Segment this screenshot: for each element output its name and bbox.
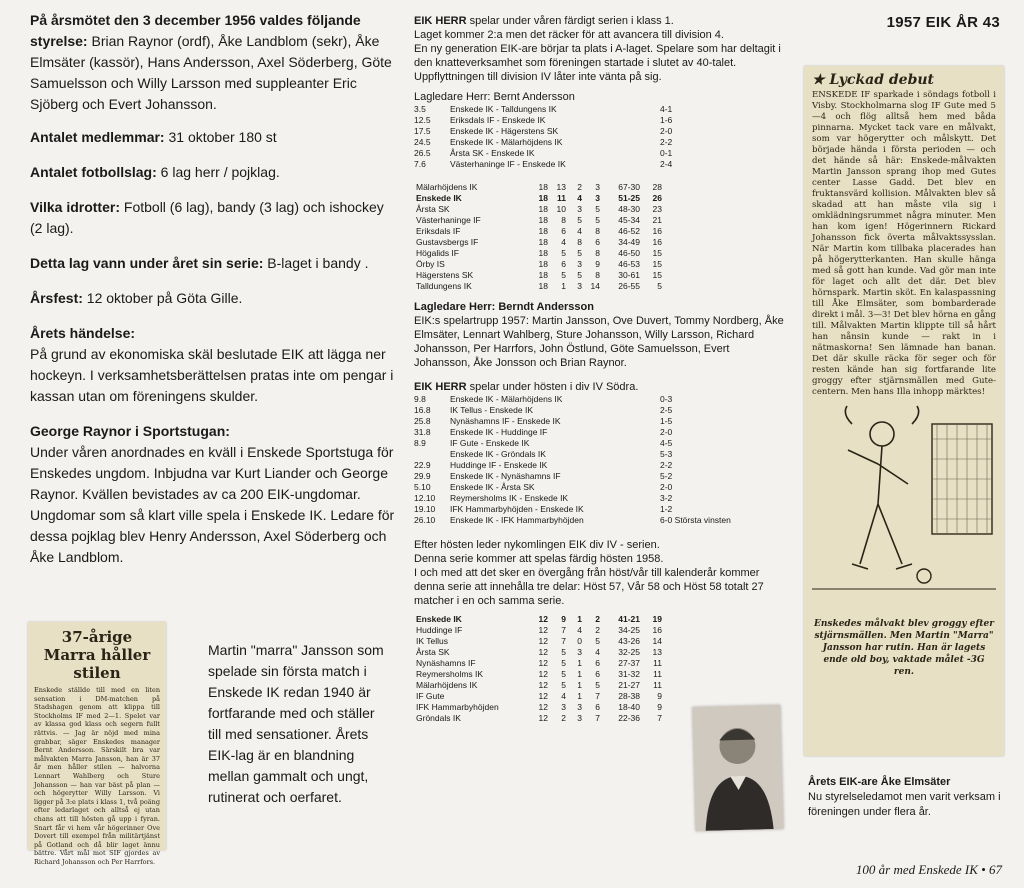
result-row — [414, 126, 760, 137]
result-match: Enskede IK - Hägerstens SK — [450, 126, 559, 136]
draws: 5 — [577, 270, 582, 280]
draws: 4 — [577, 226, 582, 236]
sports-label: Vilka idrotter: — [30, 199, 120, 215]
result-date — [414, 449, 450, 460]
events-text: På grund av ekonomiska skäl beslutade EIK att lägga ner hockeyn. I verksamhetsberättelsen pratas inte om pengar i kassan utan om föreningens skulder. — [30, 346, 394, 404]
played: 12 — [538, 647, 548, 657]
played: 12 — [538, 691, 548, 701]
standings-row — [414, 614, 664, 625]
result-score: 2-2 — [660, 137, 673, 147]
result-date: 12.10 — [414, 493, 436, 503]
points: 5 — [657, 281, 662, 291]
result-match: Enskede IK - Mälarhöjdens IK — [450, 137, 563, 147]
result-date: 19.10 — [414, 504, 436, 514]
spring-line2: Laget kommer 2:a men det räcker för att avancera till division 4. — [414, 29, 724, 41]
goals: 27-37 — [618, 658, 640, 668]
newspaper-clipping-marra — [28, 622, 166, 866]
team-name: Nynäshamns IF — [416, 658, 476, 668]
standings-row — [414, 702, 664, 713]
goals: 22-36 — [618, 713, 640, 723]
team-name: Mälarhöjdens IK — [416, 680, 478, 690]
result-date: 22.9 — [414, 460, 431, 470]
photo-caption-title: Årets EIK-are Åke Elmsäter — [808, 776, 951, 788]
result-score: 1-5 — [660, 416, 673, 426]
goals: 45-34 — [618, 215, 640, 225]
wins: 6 — [561, 226, 566, 236]
result-score: 1-2 — [660, 504, 673, 514]
points: 11 — [653, 680, 662, 690]
goals: 28-38 — [618, 691, 640, 701]
cartoon-goalkeeper-illustration — [812, 404, 996, 614]
wins: 3 — [561, 702, 566, 712]
played: 12 — [538, 614, 548, 624]
result-score: 5-3 — [660, 449, 673, 459]
team-name: Gustavsbergs IF — [416, 237, 479, 247]
played: 12 — [538, 625, 548, 635]
clipping-right-text: ENSKEDE IF sparkade i söndags fotboll i Visby. Stockholmarna slog IF Gute med 5—4 och flög alltså hem med båda pinnarna. Mycket tack vare en målvakt, som var högerytter och målskytt. Det började hända i första perioden — och det hände så här: Enskede-målvakten Martin Jansson sprang ihop med Gutes center Lasse Gadd. Det blev en fruktansvärd kollision. Målvakten blev så skadad att han måste vila sig i omklädningsrummet några minuter. Men han kom igen! Högerinnern Rickard Johansson fick överta målvaktssysslan. När Martin kom tillbaka placerades han på högerytterkanten. Han skulle hänga med så gott han kunde. Vad gör man inte för laget och allt det där. Det blev hörnspark. Martin sköt. En kalaspassning till Åke Elmsäter, som bombarderade direkt i mål. 3—3! Det blev hörna en gång till. Målvakten Martin klippte till så hårt han nånsin kunde — rakt in i nätmaskorna! Sen lämnade han banan. Det där skulle räcka för seger och för resten kände han sig fortfarande lite groggy efter stjärnsmällen med Gute-centern. Men hans Illa inhopp märktes! — [812, 90, 996, 397]
result-date: 26.5 — [414, 148, 431, 158]
goals: 43-26 — [618, 636, 640, 646]
team-name: IF Gute — [416, 691, 445, 701]
draws: 1 — [577, 669, 582, 679]
standings-row — [414, 237, 664, 248]
board-text: Brian Raynor (ordf), Åke Landblom (sekr), Åke Elmsäter (kassör), Hans Andersson, Axel Söderberg, Göte Samuelsson och Willy Larsson med suppleanter Eric Sjöberg och Evert Johansson. — [30, 33, 392, 112]
result-match: Nynäshamns IF - Enskede IK — [450, 416, 561, 426]
goals: 32-25 — [618, 647, 640, 657]
result-row — [414, 515, 760, 526]
won-line — [30, 253, 400, 274]
losses: 3 — [595, 182, 600, 192]
standings-row — [414, 713, 664, 724]
goals: 21-27 — [618, 680, 640, 690]
goals: 31-32 — [618, 669, 640, 679]
result-score: 2-5 — [660, 405, 673, 415]
standings-row — [414, 647, 664, 658]
losses: 6 — [595, 669, 600, 679]
wins: 2 — [561, 713, 566, 723]
losses: 6 — [595, 658, 600, 668]
wins: 11 — [557, 193, 566, 203]
goals: 41-21 — [618, 614, 640, 624]
result-row — [414, 148, 760, 159]
result-date: 29.9 — [414, 471, 431, 481]
autumn-standings-table — [414, 614, 664, 724]
result-row — [414, 471, 760, 482]
draws: 1 — [577, 691, 582, 701]
goals: 67-30 — [618, 182, 640, 192]
result-row — [414, 482, 760, 493]
result-score: 2-0 — [660, 427, 673, 437]
points: 9 — [657, 702, 662, 712]
result-match: IF Gute - Enskede IK — [450, 438, 530, 448]
result-score: 0-1 — [660, 148, 673, 158]
spring-intro-bold: EIK HERR — [414, 15, 467, 27]
result-score: 2-0 — [660, 482, 673, 492]
members-label: Antalet medlemmar: — [30, 129, 165, 145]
played: 12 — [538, 636, 548, 646]
team-name: Enskede IK — [416, 614, 462, 624]
goals: 46-52 — [618, 226, 640, 236]
standings-row — [414, 226, 664, 237]
points: 11 — [653, 669, 662, 679]
team-name: Reymersholms IK — [416, 669, 484, 679]
wins: 4 — [561, 237, 566, 247]
standings-row — [414, 215, 664, 226]
party-value: 12 oktober på Göta Gille. — [82, 290, 243, 306]
played: 18 — [538, 226, 548, 236]
autumn-intro-text: spelar under hösten i div IV Södra. — [466, 381, 639, 393]
wins: 5 — [561, 669, 566, 679]
draws: 3 — [577, 713, 582, 723]
losses: 8 — [595, 226, 600, 236]
draws: 3 — [577, 204, 582, 214]
result-row — [414, 493, 760, 504]
played: 18 — [538, 204, 548, 214]
wins: 7 — [561, 625, 566, 635]
standings-row — [414, 669, 664, 680]
standings-row — [414, 691, 664, 702]
losses: 8 — [595, 248, 600, 258]
played: 12 — [538, 680, 548, 690]
wins: 6 — [561, 259, 566, 269]
points: 23 — [652, 204, 662, 214]
losses: 7 — [595, 691, 600, 701]
result-match: Huddinge IF - Enskede IK — [450, 460, 548, 470]
played: 18 — [538, 281, 548, 291]
spring-intro-text: spelar under våren färdigt serien i klass 1. — [466, 15, 674, 27]
team-name: Eriksdals IF — [416, 226, 461, 236]
played: 18 — [538, 182, 548, 192]
team-name: Årsta SK — [416, 647, 450, 657]
portrait-illustration — [692, 705, 783, 831]
result-row — [414, 427, 760, 438]
losses: 9 — [595, 259, 600, 269]
standings-row — [414, 259, 664, 270]
result-score: 5-2 — [660, 471, 673, 481]
clipping-text: Enskede ställde till med en liten sensation i DM-matchen på Stadshagen genom att klippa till Stockholms IF med 2—1. Spelet var av klassa god klass och segern fullt rättvis. — Jag är nöjd med mina grabbar, säger Enskedes manager Bernt Andersson. Särskilt bra var målvakten Marra Jansson, han är 37 år men håller stilen — halvorna Lennart Wahlberg och Sture Johansson — han var bäst på plan — och högerytter Willy Larsson. Vi ligger på 3:e plats i klass 1, två poäng efter ledarlaget och alltså ej utan chans att till hösten gå upp i fyran. Snart får vi hem vår högerinner Ove Dovert till exempel från militärtjänst på Gotland och då blir laget ännu bättre. Vårt mål mot SIF gjordes av Richard Johansson och Per Harrfors. — [34, 686, 160, 866]
raynor-label: George Raynor i Sportstugan: — [30, 423, 230, 439]
wins: 8 — [561, 215, 566, 225]
result-row — [414, 460, 760, 471]
result-date: 8.9 — [414, 438, 426, 448]
team-name: IFK Hammarbyhöjden — [416, 702, 499, 712]
standings-row — [414, 636, 664, 647]
marra-caption: Martin "marra" Jansson som spelade sin första match i Enskede IK redan 1940 är fortfarande med och ställer till med sensationer. Årets EIK-lag är en blandning mellan gammalt och ungt, rutinerat och oerfaret. — [208, 642, 384, 805]
points: 15 — [652, 259, 662, 269]
newspaper-clipping-lyckad-debut — [804, 66, 1004, 756]
clipping-right-title: Lyckad debut — [829, 72, 935, 88]
result-date: 7.6 — [414, 159, 426, 169]
losses: 6 — [595, 702, 600, 712]
draws: 1 — [577, 614, 582, 624]
goals: 46-53 — [618, 259, 640, 269]
draws: 3 — [577, 647, 582, 657]
teams-line — [30, 162, 400, 183]
result-date: 25.8 — [414, 416, 431, 426]
result-score: 3-2 — [660, 493, 673, 503]
left-column — [30, 10, 400, 568]
team-name: Huddinge IF — [416, 625, 463, 635]
result-match: Enskede IK - IFK Hammarbyhöjden — [450, 515, 584, 525]
draws: 3 — [577, 281, 582, 291]
points: 16 — [652, 625, 662, 635]
result-date: 5.10 — [414, 482, 431, 492]
result-match: Eriksdals IF - Enskede IK — [450, 115, 546, 125]
result-date: 12.5 — [414, 115, 431, 125]
team-name: Örby IS — [416, 259, 445, 269]
draws: 4 — [577, 625, 582, 635]
photo-caption-text: Nu styrelseledamot men varit verksam i föreningen under flera år. — [808, 791, 1001, 818]
played: 18 — [538, 248, 548, 258]
result-row — [414, 104, 760, 115]
result-date: 17.5 — [414, 126, 431, 136]
points: 15 — [652, 270, 662, 280]
losses: 2 — [595, 625, 600, 635]
points: 9 — [657, 691, 662, 701]
result-score: 2-0 — [660, 126, 673, 136]
party-label: Årsfest: — [30, 290, 83, 306]
played: 18 — [538, 270, 548, 280]
team-name: Talldungens IK — [416, 281, 472, 291]
autumn-after: Efter hösten leder nykomlingen EIK div IV - serien. — [414, 539, 660, 551]
standings-row — [414, 625, 664, 636]
result-date: 9.8 — [414, 394, 426, 404]
result-row — [414, 115, 760, 126]
board-label: På årsmötet den 3 december 1956 valdes följande styrelse: — [30, 12, 361, 49]
draws: 3 — [577, 702, 582, 712]
standings-row — [414, 281, 664, 292]
raynor-heading — [30, 421, 400, 442]
spring-intro — [414, 14, 786, 28]
result-score: 4-1 — [660, 104, 673, 114]
played: 18 — [538, 215, 548, 225]
teams-value: 6 lag herr / pojklag. — [156, 164, 280, 180]
clipping-right-caption: Enskedes målvakt blev groggy efter stjärnsmällen. Men Martin "Marra" Jansson har rutin. Han är lagets ende old boy, vaktade målet -3G ren. — [813, 619, 995, 677]
losses: 5 — [595, 680, 600, 690]
player-photo — [692, 705, 783, 831]
draws: 4 — [577, 193, 582, 203]
goals: 34-49 — [618, 237, 640, 247]
result-row — [414, 394, 760, 405]
points: 15 — [652, 248, 662, 258]
result-score: 6-0 Största vinsten — [660, 515, 731, 525]
played: 12 — [538, 713, 548, 723]
played: 18 — [538, 259, 548, 269]
result-score: 2-4 — [660, 159, 673, 169]
played: 12 — [538, 658, 548, 668]
team-name: Enskede IK — [416, 193, 462, 203]
teams-label: Antalet fotbollslag: — [30, 164, 157, 180]
points: 19 — [652, 614, 662, 624]
result-row — [414, 405, 760, 416]
points: 7 — [657, 713, 662, 723]
result-date: 24.5 — [414, 137, 431, 147]
wins: 7 — [561, 636, 566, 646]
result-row — [414, 438, 760, 449]
members-line — [30, 127, 400, 148]
result-score: 2-2 — [660, 460, 673, 470]
team-name: IK Tellus — [416, 636, 448, 646]
standings-row — [414, 658, 664, 669]
spring-results-table — [414, 104, 760, 170]
clipping-title: 37-årige Marra håller stilen — [43, 628, 151, 682]
wins: 5 — [561, 658, 566, 668]
photo-caption — [808, 775, 1008, 820]
wins: 5 — [561, 270, 566, 280]
wins: 4 — [561, 691, 566, 701]
autumn-after2: Denna serie kommer att spelas färdig hösten 1958. — [414, 553, 664, 565]
star-icon: ★ — [812, 72, 830, 88]
squad-leader-label: Lagledare Herr: Berndt Andersson — [414, 301, 594, 313]
points: 11 — [653, 658, 662, 668]
result-match: Enskede IK - Mälarhöjdens IK — [450, 394, 563, 404]
team-name: Årsta SK — [416, 204, 450, 214]
result-row — [414, 416, 760, 427]
standings-row — [414, 248, 664, 259]
result-row — [414, 449, 760, 460]
draws: 1 — [577, 658, 582, 668]
page-header-right: 1957 EIK ÅR 43 — [886, 14, 1000, 31]
autumn-intro — [414, 380, 786, 394]
won-value: B-laget i bandy . — [263, 255, 369, 271]
wins: 5 — [561, 680, 566, 690]
losses: 3 — [595, 193, 600, 203]
points: 14 — [652, 636, 662, 646]
goals: 30-61 — [618, 270, 640, 280]
wins: 1 — [561, 281, 566, 291]
team-name: Hägerstens SK — [416, 270, 474, 280]
points: 16 — [652, 237, 662, 247]
result-match: Reymersholms IK - Enskede IK — [450, 493, 569, 503]
result-date: 16.8 — [414, 405, 431, 415]
result-score: 0-3 — [660, 394, 673, 404]
losses: 5 — [595, 636, 600, 646]
played: 18 — [538, 237, 548, 247]
goals: 51-25 — [618, 193, 640, 203]
draws: 0 — [577, 636, 582, 646]
events-label: Årets händelse: — [30, 325, 136, 341]
result-score: 4-5 — [660, 438, 673, 448]
points: 13 — [652, 647, 662, 657]
wins: 5 — [561, 248, 566, 258]
losses: 7 — [595, 713, 600, 723]
goals: 46-50 — [618, 248, 640, 258]
result-match: Enskede IK - Talldungens IK — [450, 104, 557, 114]
spring-leader: Lagledare Herr: Bernt Andersson — [414, 91, 575, 103]
middle-column — [414, 14, 786, 724]
team-name: Gröndals IK — [416, 713, 461, 723]
draws: 2 — [577, 182, 582, 192]
points: 28 — [652, 182, 662, 192]
wins: 5 — [561, 647, 566, 657]
points: 26 — [652, 193, 662, 203]
result-date: 31.8 — [414, 427, 431, 437]
losses: 8 — [595, 270, 600, 280]
played: 18 — [538, 193, 548, 203]
raynor-text: Under våren anordnades en kväll i Enskede Sportstuga för Enskedes ungdom. Inbjudna var Kurt Liander och George Raynor. Kvällen bevistades av ca 200 EIK-ungdomar. Ungdomar som så klart ville spela i Enskede IK. Ledare för dessa pojklag blev Henry Andersson, Axel Söderberg och Åke Landblom. — [30, 444, 395, 565]
losses: 5 — [595, 215, 600, 225]
result-date: 3.5 — [414, 104, 426, 114]
goals: 18-40 — [618, 702, 640, 712]
result-date: 26.10 — [414, 515, 436, 525]
won-label: Detta lag vann under året sin serie: — [30, 255, 264, 271]
result-match: Enskede IK - Huddinge IF — [450, 427, 548, 437]
result-match: Enskede IK - Nynäshamns IF — [450, 471, 561, 481]
result-match: Västerhaninge IF - Enskede IK — [450, 159, 566, 169]
result-match: Enskede IK - Gröndals IK — [450, 449, 546, 459]
losses: 6 — [595, 237, 600, 247]
standings-row — [414, 204, 664, 215]
goals: 34-25 — [618, 625, 640, 635]
wins: 13 — [556, 182, 566, 192]
draws: 5 — [577, 248, 582, 258]
result-row — [414, 504, 760, 515]
autumn-after3: I och med att det sker en övergång från höst/vår till kalenderår kommer denna serie att innehålla tre delar: Höst 57, Vår 58 och Höst 58 totalt 27 matcher i en och samma serie. — [414, 567, 764, 607]
standings-row — [414, 193, 664, 204]
autumn-results-table — [414, 394, 760, 526]
result-match: IK Tellus - Enskede IK — [450, 405, 533, 415]
draws: 5 — [577, 215, 582, 225]
played: 12 — [538, 669, 548, 679]
board-paragraph — [30, 10, 400, 115]
spring-line3: En ny generation EIK-are börjar ta plats i A-laget. Spelare som har deltagit i den knatteverksamhet som föreningen startade i slutet av 40-talet. Uppflyttningen till division IV låter inte vänta på sig. — [414, 43, 781, 83]
squad-leader — [414, 300, 786, 314]
losses: 4 — [595, 647, 600, 657]
result-score: 1-6 — [660, 115, 673, 125]
clipping-right-title-row — [812, 74, 996, 86]
members-value: 31 oktober 180 st — [164, 129, 277, 145]
result-match: IFK Hammarbyhöjden - Enskede IK — [450, 504, 584, 514]
played: 12 — [538, 702, 548, 712]
party-line — [30, 288, 400, 309]
sports-line — [30, 197, 400, 239]
wins: 10 — [556, 204, 566, 214]
result-row — [414, 159, 760, 170]
standings-row — [414, 680, 664, 691]
draws: 3 — [577, 259, 582, 269]
wins: 9 — [561, 614, 566, 624]
standings-row — [414, 270, 664, 281]
losses: 14 — [590, 281, 600, 291]
standings-row — [414, 182, 664, 193]
result-match: Enskede IK - Årsta SK — [450, 482, 535, 492]
goals: 48-30 — [618, 204, 640, 214]
result-match: Årsta SK - Enskede IK — [450, 148, 535, 158]
goals: 26-55 — [618, 281, 640, 291]
team-name: Högalids IF — [416, 248, 459, 258]
autumn-intro-bold: EIK HERR — [414, 381, 467, 393]
losses: 2 — [595, 614, 600, 624]
draws: 8 — [577, 237, 582, 247]
losses: 5 — [595, 204, 600, 214]
events-heading — [30, 323, 400, 344]
draws: 1 — [577, 680, 582, 690]
page-footer: 100 år med Enskede IK • 67 — [855, 862, 1002, 877]
points: 21 — [652, 215, 662, 225]
team-name: Mälarhöjdens IK — [416, 182, 478, 192]
sports-value: Fotboll (6 lag), bandy (3 lag) och ishockey (2 lag). — [30, 199, 384, 236]
squad-text: EIK:s spelartrupp 1957: Martin Jansson, Ove Duvert, Tommy Nordberg, Åke Elmsäter, Lennart Wahlberg, Sture Johansson, Willy Larsson, Richard Johansson, Per Harrfors, John Östlund, Göte Samuelsson, Evert Johansson, Åke Jonsson och Brian Raynor. — [414, 315, 784, 369]
points: 16 — [652, 226, 662, 236]
result-row — [414, 137, 760, 148]
team-name: Västerhaninge IF — [416, 215, 481, 225]
spring-standings-table — [414, 182, 664, 292]
